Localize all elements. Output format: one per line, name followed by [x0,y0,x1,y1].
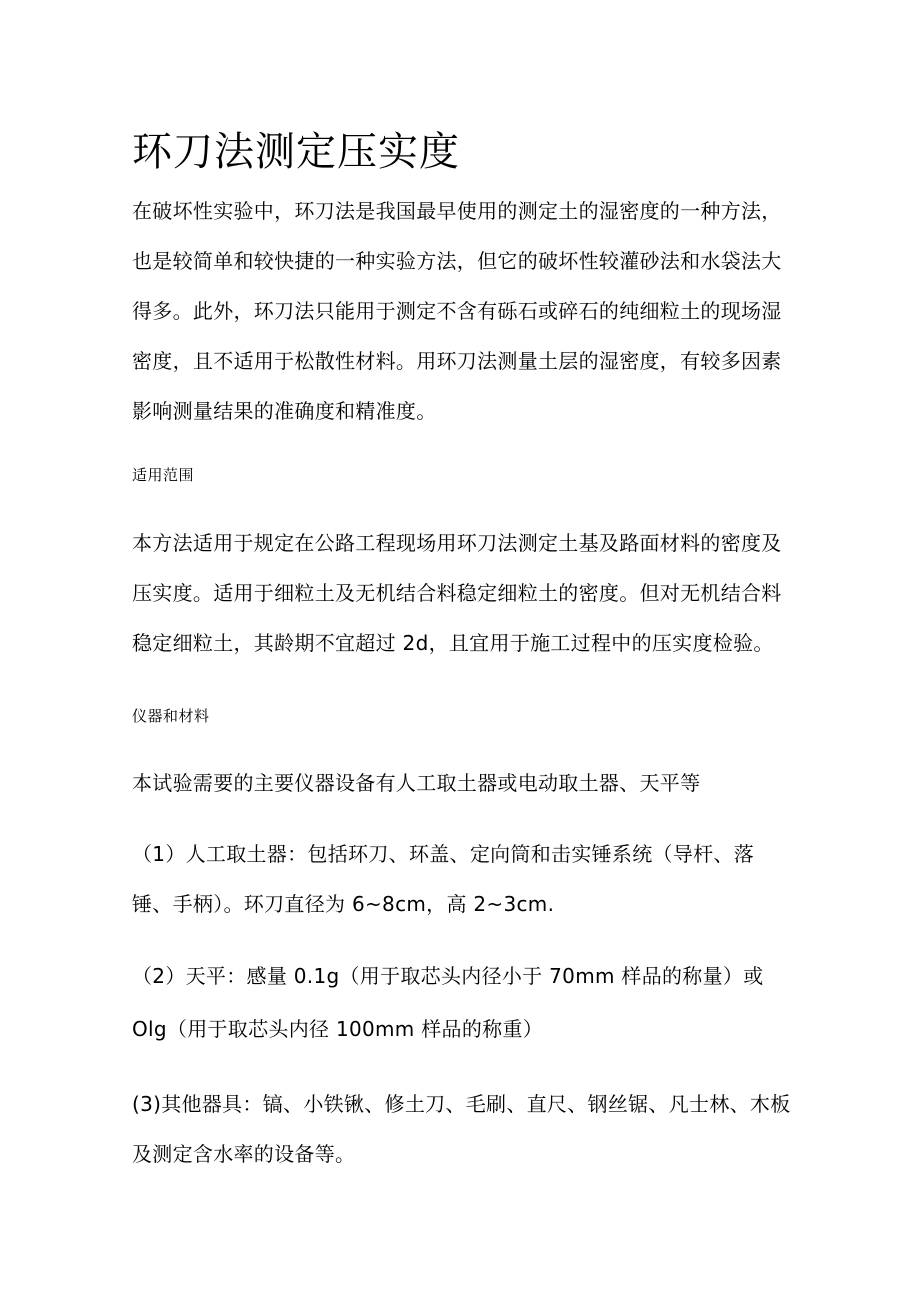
equipment-item-2-line-2: Olg（用于取芯头内径 100mm 样品的称重） [132,1017,544,1041]
equipment-item-2-line-1: （2）天平：感量 0.1g（用于取芯头内径小于 70mm 样品的称量）或 [132,964,764,988]
intro-paragraph: 在破坏性实验中，环刀法是我国最早使用的测定土的湿密度的一种方法，也是较简单和较快捷的一种实验方法，但它的破坏性较灌砂法和水袋法大得多。此外，环刀法只能用于测定不含有砾石或碎石的纯细粒土的现场湿密度，且不适用于松散性材料。用环刀法测量土层的湿密度，有较多因素影响测量结果的准确度和精准度。 [132,199,782,423]
equipment-intro-paragraph: 本试验需要的主要仪器设备有人工取土器或电动取土器、天平等 [132,771,701,795]
section-heading-equipment: 仪器和材料 [132,707,210,725]
equipment-item-3: (3)其他器具：镐、小铁锹、修土刀、毛刷、直尺、钢丝锯、凡士林、木板及测定含水率的设备等。 [132,1092,791,1166]
scope-paragraph: 本方法适用于规定在公路工程现场用环刀法测定土基及路面材料的密度及压实度。适用于细粒土及无机结合料稳定细粒土的密度。但对无机结合料稳定细粒土，其龄期不宜超过 2d，且宜用于施工过程中的压实度检验。 [132,531,782,655]
document-title: 环刀法测定压实度 [132,129,460,175]
equipment-item-1: （1）人工取土器：包括环刀、环盖、定向筒和击实锤系统（导杆、落锤、手柄）。环刀直径为 6~8cm，高 2~3cm. [132,842,755,916]
section-heading-scope: 适用范围 [132,466,195,484]
